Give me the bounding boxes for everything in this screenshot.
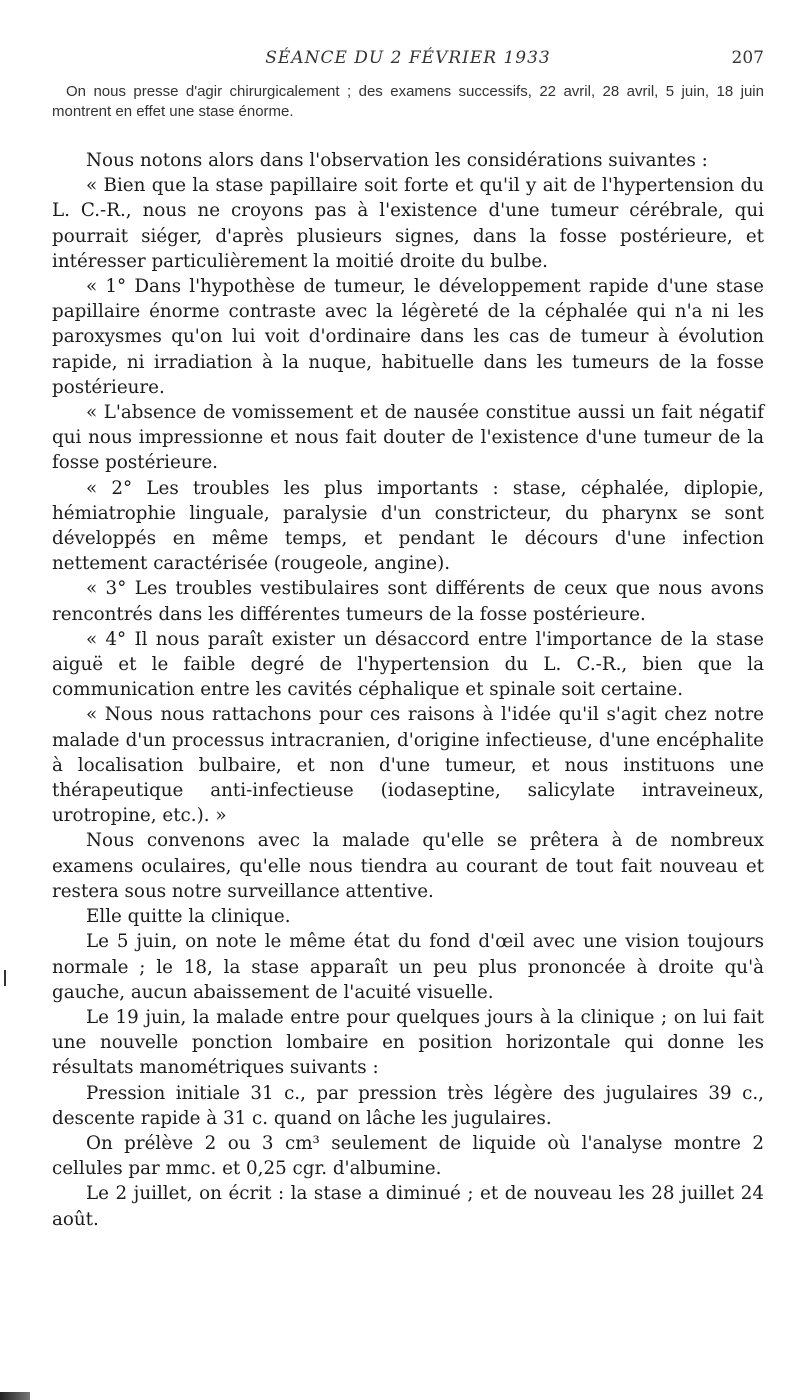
paragraph-15: Le 2 juillet, on écrit : la stase a diminué ; et de nouveau les 28 juillet 24 août.: [52, 1183, 764, 1230]
paragraph-9: Nous convenons avec la malade qu'elle se prêtera à de nombreux examens oculaires, qu'elle nous tiendra au courant de tout fait nouveau et restera sous notre surveillance attentive.: [52, 830, 764, 902]
paragraph-10: Elle quitte la clinique.: [86, 906, 291, 928]
running-title: SÉANCE DU 2 FÉVRIER 1933: [265, 48, 551, 68]
paragraph-3: « 1° Dans l'hypothèse de tumeur, le développement rapide d'une stase papillaire énorme contraste avec la légèreté de la céphalée qui n'a ni les paroxysmes qu'on lui voit d'ordinaire dans les cas de tumeur à évolution rapide, ni irradiation à la nuque, habituelle dans les tumeurs de la fosse postérieure.: [52, 276, 764, 398]
paragraph-12: Le 19 juin, la malade entre pour quelques jours à la clinique ; on lui fait une nouvelle ponction lombaire en position horizontale qui donne les résultats manométriques suivants :: [52, 1006, 764, 1079]
paragraph-5: « 2° Les troubles les plus importants : stase, céphalée, diplopie, hémiatrophie linguale, paralysie d'un constricteur, du pharynx se sont développés en même temps, et pendant le décours d'une infection nettement caractérisée (rougeole, angine).: [52, 477, 764, 575]
paragraph-13: Pression initiale 31 c., par pression très légère des jugulaires 39 c., descente rapide à 31 c. quand on lâche les jugulaires.: [52, 1082, 764, 1129]
paragraph-4: « L'absence de vomissement et de nausée constitue aussi un fait négatif qui nous impressionne et nous fait douter de l'existence d'une tumeur de la fosse postérieure.: [52, 402, 764, 474]
page-header: [52, 48, 764, 76]
scan-corner-mark: [0, 1392, 30, 1400]
body-text: [52, 148, 764, 1232]
scan-edge-mark: [4, 970, 6, 986]
paragraph-6: « 3° Les troubles vestibulaires sont différents de ceux que nous avons rencontrés dans les différentes tumeurs de la fosse postérieure.: [52, 578, 764, 625]
paragraph-8: « Nous nous rattachons pour ces raisons à l'idée qu'il s'agit chez notre malade d'un processus intracranien, d'origine infectieuse, d'une encéphalite à localisation bulbaire, et non d'une tumeur, et nous instituons une thérapeutique anti-infectieuse (iodaseptine, salicylate intraveineux, urotropine, etc.). »: [52, 704, 764, 827]
paragraph-7: « 4° Il nous paraît exister un désaccord entre l'importance de la stase aiguë et le faible degré de l'hypertension du L. C.-R., bien que la communication entre les cavités céphalique et spinale soit certaine.: [52, 628, 764, 701]
page-number: 207: [731, 48, 764, 68]
intro-small-text: On nous presse d'agir chirurgicalement ; des examens successifs, 22 avril, 28 avril, 5 juin, 18 juin montrent en effet une stase énorme.: [52, 83, 764, 120]
paragraph-14: On prélève 2 ou 3 cm³ seulement de liquide où l'analyse montre 2 cellules par mmc. et 0,25 cgr. d'albumine.: [52, 1132, 764, 1180]
paragraph-11: Le 5 juin, on note le même état du fond d'œil avec une vision toujours normale ; le 18, la stase apparaît un peu plus prononcée à droite qu'à gauche, aucun abaissement de l'acuité visuelle.: [52, 931, 764, 1003]
paragraph-2: « Bien que la stase papillaire soit forte et qu'il y ait de l'hypertension du L. C.-R., nous ne croyons pas à l'existence d'une tumeur cérébrale, qui pourrait siéger, d'après plusieurs signes, dans la fosse postérieure, et intéresser particulièrement la moitié droite du bulbe.: [52, 175, 764, 272]
paragraph-1: Nous notons alors dans l'observation les considérations suivantes :: [86, 150, 708, 171]
